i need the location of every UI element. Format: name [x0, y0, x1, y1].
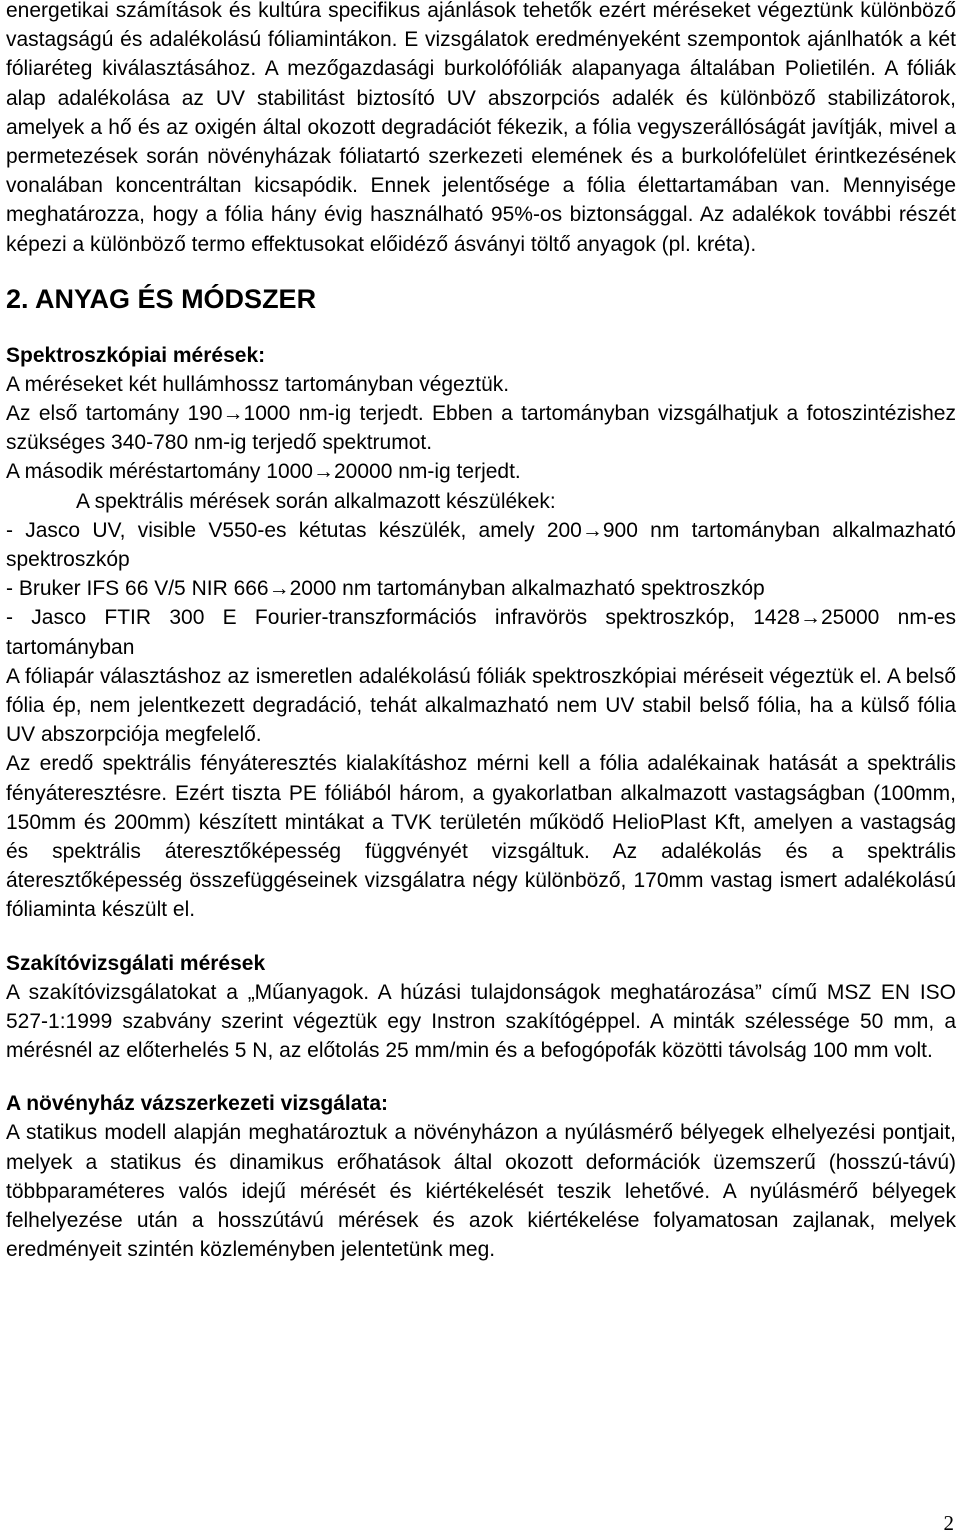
spectroscopy-line-2: Az első tartomány 190→1000 nm-ig terjedt. Ebben a tartományban vizsgálhatjuk a fotoszintézishez szükséges 340-780 nm-ig terjedő spektrumot.: [6, 402, 956, 455]
device-item-2: - Bruker IFS 66 V/5 NIR 666→2000 nm tartományban alkalmazható spektroszkóp: [6, 577, 765, 601]
spectroscopy-line-1: A méréseket két hullámhossz tartományban végeztük.: [6, 372, 510, 396]
document-page: [6, 0, 956, 1264]
device-item-1: - Jasco UV, visible V550-es kétutas készülék, amely 200→900 nm tartományban alkalmazható spektroszkóp: [6, 518, 956, 572]
spectroscopy-paragraph-1: A fóliapár választáshoz az ismeretlen adalékolású fóliák spektroszkópiai méréseit végeztük el. A belső fólia ép, nem jelentkezett degradáció, tehát alkalmazható nem UV stabil belső fólia, ha a külső fólia UV abszorpciója megfelelő.: [6, 664, 956, 747]
section-heading: 2. ANYAG ÉS MÓDSZER: [6, 283, 317, 314]
spectroscopy-heading: Spektroszkópiai mérések:: [6, 343, 266, 367]
spacer: [6, 259, 956, 283]
greenhouse-paragraph: A statikus modell alapján meghatároztuk a növényházon a nyúlásmérő bélyegek elhelyezési pontjait, melyek a statikus és dinamikus erőhatások által okozott deformációk üzemszerű (hosszú-távú) többparaméteres valós idejű mérését és kiértékelését teszik lehetővé. A nyúlásmérő bélyegek felhelyezése után a hosszútávú mérések és azok kiértékelése folyamatosan zajlanak, melyek eredményeit szintén közleményben jelentetünk meg.: [6, 1121, 956, 1262]
tensile-heading: Szakítóvizsgálati mérések: [6, 951, 266, 975]
tensile-paragraph: A szakítóvizsgálatokat a „Műanyagok. A húzási tulajdonságok meghatározása” című MSZ EN ISO 527-1:1999 szabvány szerint végeztük egy Instron szakítógéppel. A minták szélessége 50 mm, a mérésnél az előterhelés 5 N, az előtolás 25 mm/min és a befogópofák közötti távolság 100 mm volt.: [6, 980, 956, 1063]
spectroscopy-paragraph-2: Az eredő spektrális fényáteresztés kialakításhoz mérni kell a fólia adalékainak hatását a spektrális fényáteresztésre. Ezért tiszta PE fóliából három, a gyakorlatban alkalmazott vastagságban (100mm, 150mm és 200mm) készített mintákat a TVK területén működő HelioPlast Kft, amelyen a vastagság és spektrális áteresztőképesség függvényét vizsgáltuk. Az adalékolás és a spektrális áteresztőképesség összefüggéseinek vizsgálatra négy különböző, 170mm vastag ismert adalékolású fóliaminta készült el.: [6, 752, 956, 922]
page-number: 2: [943, 1511, 954, 1535]
greenhouse-heading: A növényház vázszerkezeti vizsgálata:: [6, 1092, 389, 1116]
spectroscopy-line-3: A második méréstartomány 1000→20000 nm-ig terjedt.: [6, 460, 521, 484]
spacer: [6, 1065, 956, 1089]
devices-title: A spektrális mérések során alkalmazott készülékek:: [76, 489, 556, 513]
device-item-3: - Jasco FTIR 300 E Fourier-transzformációs infravörös spektroszkóp, 1428→25000 nm-es tartományban: [6, 606, 956, 659]
spacer: [6, 925, 956, 949]
spacer: [6, 315, 956, 341]
intro-paragraph: energetikai számítások és kultúra specifikus ajánlások tehetők ezért méréseket végeztünk különböző vastagságú és adalékolású fóliamintákon. E vizsgálatok eredményeként szempontok ajánlhatók a két fóliaréteg kiválasztásához. A mezőgazdasági burkolófóliák alapanyaga általában Polietilén. A fóliák alap adalékolása az UV stabilitást biztosító UV abszorpciós adalék és különböző stabilizátorok, amelyek a hő és az oxigén által okozott degradációt fékezik, a fólia vegyszerállóságát javítják, mivel a permetezések során növényházak fóliatartó szerkezeti elemének és a burkolófelület érintkezésének vonalában koncentráltan kicsapódik. Ennek jelentősége a fólia élettartamában van. Mennyisége meghatározza, hogy a fólia hány évig használható 95%-os biztonsággal. Az adalékok további részét képezi a különböző termo effektusokat előidéző ásványi töltő anyagok (pl. kréta).: [6, 0, 956, 256]
